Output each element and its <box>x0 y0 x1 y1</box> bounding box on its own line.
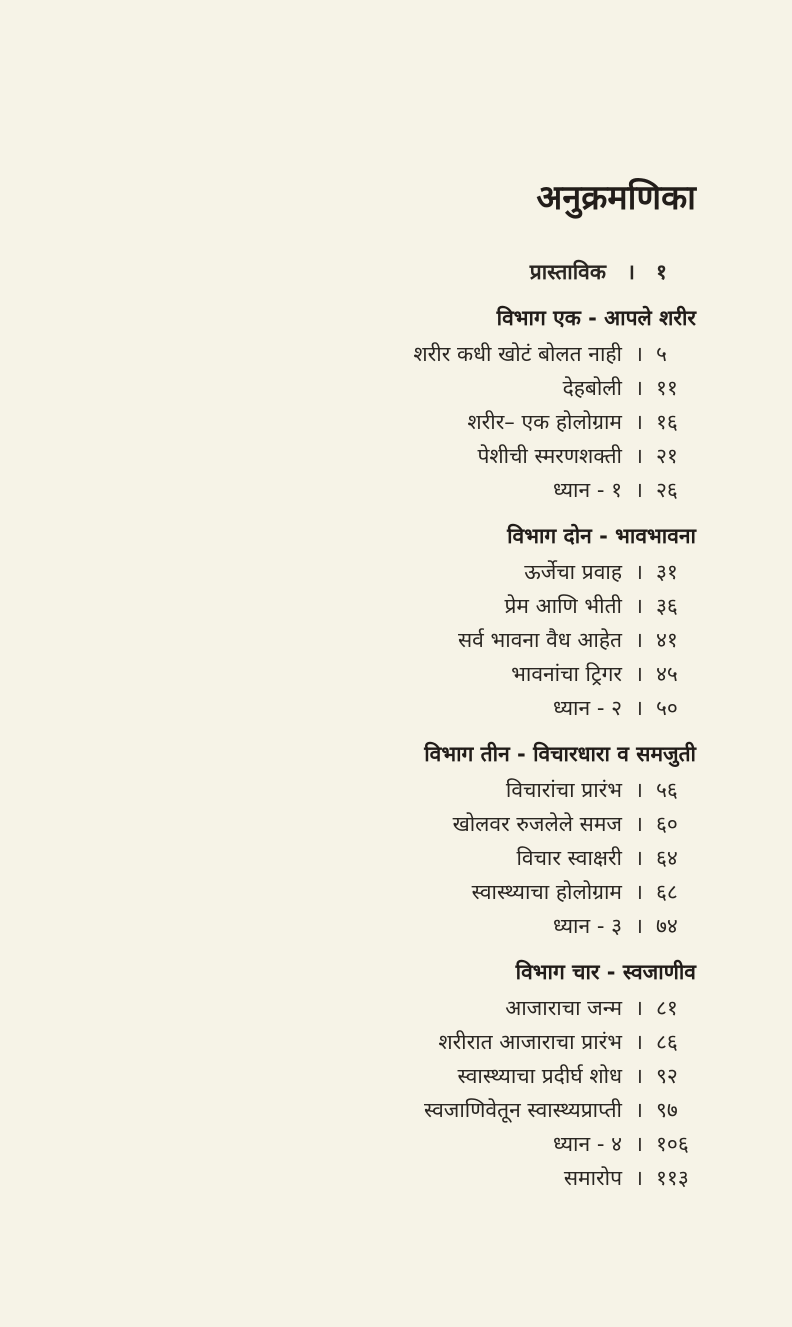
entry-title: ध्यान - २ <box>552 696 622 720</box>
entry-title: शरीर कधी खोटं बोलत नाही <box>413 342 622 366</box>
toc-entry <box>136 841 696 875</box>
entry-page-number: २६ <box>656 478 678 502</box>
entry-page-number: ५० <box>656 696 678 720</box>
entry-title: भावनांचा ट्रिगर <box>511 662 622 686</box>
entry-title: देहबोली <box>562 376 622 400</box>
entry-title: शरीरात आजाराचा प्रारंभ <box>438 1030 622 1054</box>
entry-page-number: ९२ <box>656 1064 678 1088</box>
toc-entry <box>136 555 696 589</box>
entry-page-number: ९७ <box>656 1098 678 1122</box>
toc-entry <box>136 1127 696 1161</box>
entry-title: पेशीची स्मरणशक्ती <box>477 444 622 468</box>
entry-separator: । <box>635 1132 643 1156</box>
entry-title: ध्यान - ४ <box>552 1132 622 1156</box>
toc-entry-intro <box>136 255 696 289</box>
toc-entry <box>136 1093 696 1127</box>
entry-page-number: ५६ <box>656 778 678 802</box>
toc-entry <box>136 405 696 439</box>
entry-separator: । <box>627 260 635 284</box>
entry-separator: । <box>635 914 643 938</box>
entry-separator: । <box>635 1166 643 1190</box>
entry-title: शरीर– एक होलोग्राम <box>467 410 622 434</box>
entry-separator: । <box>635 444 643 468</box>
entry-page-number: ६० <box>656 812 678 836</box>
entry-title: समारोप <box>563 1166 622 1190</box>
table-of-contents <box>136 255 696 1195</box>
entry-separator: । <box>635 662 643 686</box>
entry-separator: । <box>635 1098 643 1122</box>
section-1 <box>136 299 696 507</box>
entry-page-number: ४१ <box>656 628 678 652</box>
entry-page-number: ७४ <box>656 914 678 938</box>
toc-entry <box>136 623 696 657</box>
entry-page-number: १०६ <box>656 1132 689 1156</box>
entry-title: प्रास्ताविक <box>529 260 606 284</box>
entry-separator: । <box>635 778 643 802</box>
entry-page-number: ३६ <box>656 594 678 618</box>
entry-title: स्वजाणिवेतून स्वास्थ्यप्राप्ती <box>423 1098 622 1122</box>
entry-page-number: ४५ <box>656 662 678 686</box>
section-heading: विभाग तीन - विचारधारा व समजुती <box>424 742 696 766</box>
entry-title: ऊर्जेचा प्रवाह <box>524 560 622 584</box>
entry-page-number: ८६ <box>656 1030 678 1054</box>
entry-title: स्वास्थ्याचा प्रदीर्घ शोध <box>457 1064 622 1088</box>
entry-separator: । <box>635 1064 643 1088</box>
entry-page-number: २१ <box>656 444 678 468</box>
toc-entry <box>136 1025 696 1059</box>
toc-entry <box>136 657 696 691</box>
entry-page-number: ८१ <box>656 996 678 1020</box>
entry-separator: । <box>635 376 643 400</box>
entry-page-number: ५ <box>656 342 667 366</box>
section-heading: विभाग चार - स्वजाणीव <box>515 960 696 984</box>
toc-entry <box>136 1161 696 1195</box>
toc-entry <box>136 909 696 943</box>
toc-entry <box>136 773 696 807</box>
entry-separator: । <box>635 342 643 366</box>
entry-title: ध्यान - १ <box>552 478 622 502</box>
entry-title: खोलवर रुजलेले समज <box>452 812 622 836</box>
entry-page-number: १६ <box>656 410 678 434</box>
toc-entry <box>136 589 696 623</box>
entry-page-number: ३१ <box>656 560 678 584</box>
entry-separator: । <box>635 560 643 584</box>
section-heading: विभाग दोन - भावभावना <box>507 524 696 548</box>
section-4 <box>136 953 696 1195</box>
entry-separator: । <box>635 846 643 870</box>
entry-separator: । <box>635 628 643 652</box>
entry-separator: । <box>635 696 643 720</box>
toc-entry <box>136 807 696 841</box>
entry-page-number: ६८ <box>656 880 678 904</box>
entry-separator: । <box>635 880 643 904</box>
entry-title: विचारांचा प्रारंभ <box>505 778 622 802</box>
toc-entry <box>136 991 696 1025</box>
entry-separator: । <box>635 410 643 434</box>
toc-entry <box>136 439 696 473</box>
page-title: अनुक्रमणिका <box>536 178 696 218</box>
toc-entry <box>136 371 696 405</box>
toc-entry <box>136 1059 696 1093</box>
section-heading: विभाग एक - आपले शरीर <box>496 306 696 330</box>
entry-title: प्रेम आणि भीती <box>504 594 622 618</box>
entry-separator: । <box>635 1030 643 1054</box>
entry-separator: । <box>635 478 643 502</box>
toc-entry <box>136 473 696 507</box>
entry-title: विचार स्वाक्षरी <box>516 846 622 870</box>
entry-page-number: ११३ <box>656 1166 689 1190</box>
entry-page-number: १ <box>656 260 667 284</box>
entry-separator: । <box>635 594 643 618</box>
entry-title: आजाराचा जन्म <box>505 996 622 1020</box>
toc-entry <box>136 691 696 725</box>
section-2 <box>136 517 696 725</box>
section-3 <box>136 735 696 943</box>
entry-separator: । <box>635 996 643 1020</box>
entry-title: ध्यान - ३ <box>552 914 622 938</box>
entry-title: सर्व भावना वैध आहेत <box>457 628 622 652</box>
toc-entry <box>136 337 696 371</box>
toc-entry <box>136 875 696 909</box>
entry-page-number: ६४ <box>656 846 678 870</box>
entry-separator: । <box>635 812 643 836</box>
entry-page-number: ११ <box>656 376 678 400</box>
entry-title: स्वास्थ्याचा होलोग्राम <box>471 880 622 904</box>
